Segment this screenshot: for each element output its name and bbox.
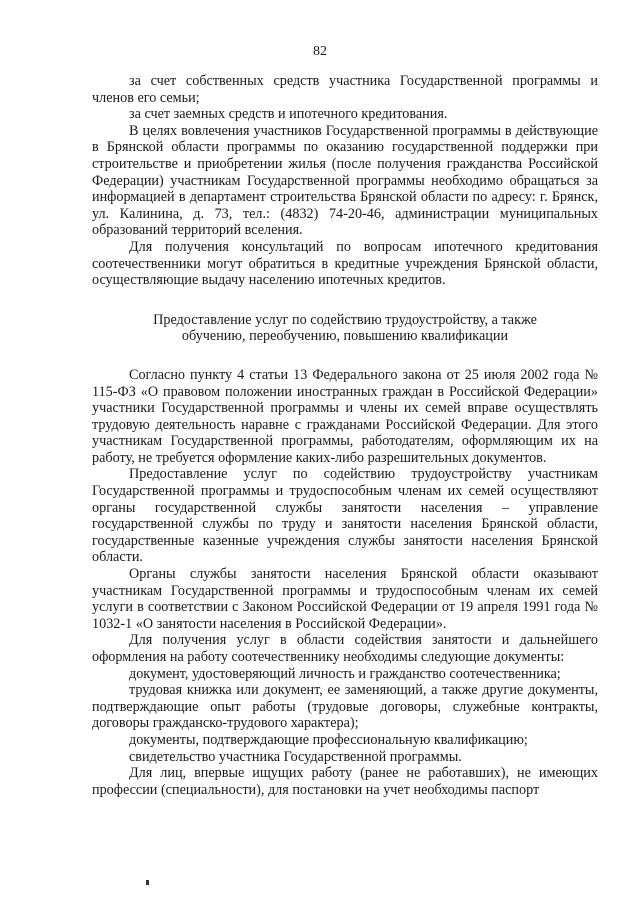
list-item: трудовая книжка или документ, ее заменяющий, а также другие документы, подтверждающие опыт работы (трудовые договоры, служебные контракты, договоры гражданско-трудового характера);	[92, 682, 598, 732]
section-heading-line: обучению, переобучению, повышению квалификации	[181, 328, 509, 345]
paragraph: за счет заемных средств и ипотечного кредитования.	[129, 106, 448, 123]
paragraph: Для получения консультаций по вопросам ипотечного кредитования соотечественники могут обратиться в кредитные учреждения Брянской области, осуществляющие выдачу населению ипотечных кредитов.	[92, 238, 598, 289]
paragraph: за счет собственных средств участника Государственной программы и членов его семьи;	[92, 73, 598, 106]
section-heading-line: Предоставление услуг по содействию трудоустройству, а также	[153, 311, 537, 328]
list-item: документы, подтверждающие профессиональную квалификацию;	[129, 731, 528, 748]
paragraph: Согласно пункту 4 статьи 13 Федерального закона от 25 июля 2002 года № 115-ФЗ «О правовом положении иностранных граждан в Российской Федерации» участники Государственной программы и члены их семей вправе осуществлять трудовую деятельность наравне с гражданами Российской Федерации. Для этого участникам Государственной программы, работодателям, оформляющим их на работу, не требуется оформление каких-либо разрешительных документов.	[92, 366, 598, 466]
list-item: документ, удостоверяющий личность и гражданство соотечественника;	[129, 665, 561, 682]
section-heading	[92, 312, 598, 345]
paragraph: Органы службы занятости населения Брянской области оказывают участникам Государственной программы и трудоспособным членам их семей услуги в соответствии с Законом Российской Федерации от 19 апреля 1991 года № 1032-1 «О занятости населения в Российской Федерации».	[92, 566, 598, 632]
paragraph: В целях вовлечения участников Государственной программы в действующие в Брянской области программы по оказанию государственной поддержки при строительстве и приобретении жилья (после получения гражданства Российской Федерации) участникам Государственной программы необходимо обращаться за информацией в департамент строительства Брянской области по адресу: г. Брянск, ул. Калинина, д. 73, тел.: (4832) 74-20-46, администрации муниципальных образований территорий вселения.	[92, 122, 598, 239]
document-body	[92, 73, 598, 798]
list-item: свидетельство участника Государственной программы.	[129, 748, 462, 765]
page-number: 82	[313, 44, 327, 59]
scan-speck	[146, 880, 149, 885]
paragraph: Для лиц, впервые ищущих работу (ранее не работавших), не имеющих профессии (специальности), для постановки на учет необходимы паспорт	[92, 765, 598, 798]
paragraph: Предоставление услуг по содействию трудоустройству участникам Государственной программы и трудоспособным членам их семей осуществляют органы государственной службы занятости населения – управление государственной службы по труду и занятости населения Брянской области, государственные казенные учреждения службы занятости населения Брянской области.	[92, 466, 598, 566]
paragraph: Для получения услуг в области содействия занятости и дальнейшего оформления на работу соотечественнику необходимы следующие документы:	[92, 632, 598, 665]
